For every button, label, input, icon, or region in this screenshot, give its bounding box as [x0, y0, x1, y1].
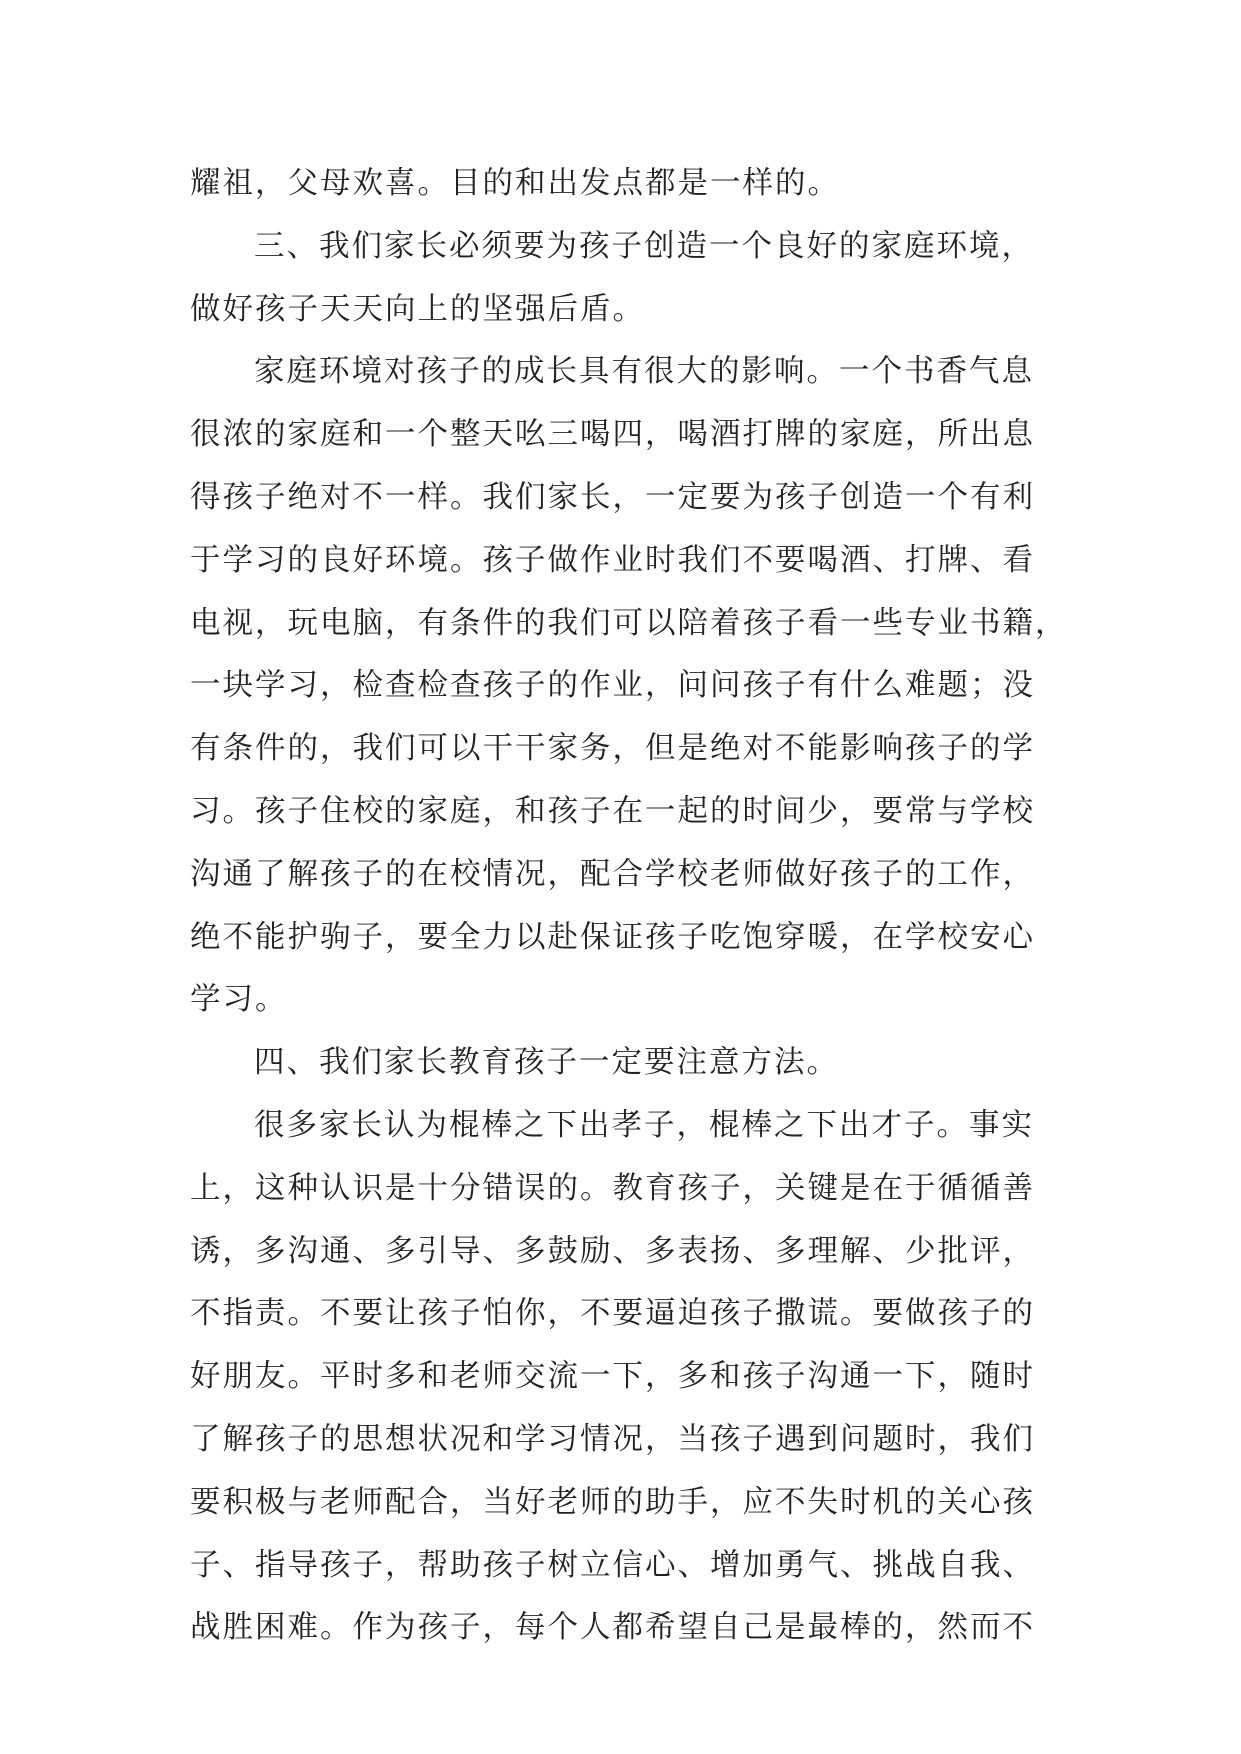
text-line: 不指责。不要让孩子怕你，不要逼迫孩子撒谎。要做孩子的 [190, 1296, 1035, 1332]
text-line: 做好孩子天天向上的坚强后盾。 [190, 291, 645, 327]
text-line: 三、我们家长必须要为孩子创造一个良好的家庭环境， [254, 228, 1034, 264]
text-line: 学习。 [190, 982, 288, 1018]
text-line: 于学习的良好环境。孩子做作业时我们不要喝酒、打牌、看 [190, 542, 1035, 578]
text-line: 家庭环境对孩子的成长具有很大的影响。一个书香气息 [254, 354, 1034, 390]
text-line: 四、我们家长教育孩子一定要注意方法。 [254, 1045, 839, 1081]
text-line: 要积极与老师配合，当好老师的助手，应不失时机的关心孩 [190, 1484, 1035, 1520]
text-line: 很多家长认为棍棒之下出孝子，棍棒之下出才子。事实 [254, 1107, 1034, 1143]
text-line: 很浓的家庭和一个整天吆三喝四，喝酒打牌的家庭，所出息 [190, 417, 1035, 453]
text-line: 了解孩子的思想状况和学习情况，当孩子遇到问题时，我们 [190, 1421, 1035, 1457]
text-line: 耀祖，父母欢喜。目的和出发点都是一样的。 [190, 166, 840, 201]
text-line: 沟通了解孩子的在校情况，配合学校老师做好孩子的工作， [190, 856, 1035, 892]
text-line: 绝不能护驹子，要全力以赴保证孩子吃饱穿暖，在学校安心 [190, 919, 1035, 955]
text-line: 电视，玩电脑，有条件的我们可以陪着孩子看一些专业书籍， [190, 605, 1068, 641]
text-line: 有条件的，我们可以干干家务，但是绝对不能影响孩子的学 [190, 731, 1035, 767]
text-line: 得孩子绝对不一样。我们家长，一定要为孩子创造一个有利 [190, 479, 1035, 515]
text-line: 上，这种认识是十分错误的。教育孩子，关键是在于循循善 [190, 1170, 1035, 1206]
text-line: 一块学习，检查检查孩子的作业，问问孩子有什么难题；没 [190, 668, 1035, 704]
text-line: 好朋友。平时多和老师交流一下，多和孩子沟通一下，随时 [190, 1359, 1035, 1395]
text-line: 诱，多沟通、多引导、多鼓励、多表扬、多理解、少批评， [190, 1233, 1035, 1269]
text-line: 子、指导孩子，帮助孩子树立信心、增加勇气、挑战自我、 [190, 1547, 1035, 1583]
text-line: 战胜困难。作为孩子，每个人都希望自己是最棒的，然而不 [190, 1610, 1035, 1646]
document-body [190, 153, 1068, 1660]
text-line: 习。孩子住校的家庭，和孩子在一起的时间少，要常与学校 [190, 793, 1035, 829]
